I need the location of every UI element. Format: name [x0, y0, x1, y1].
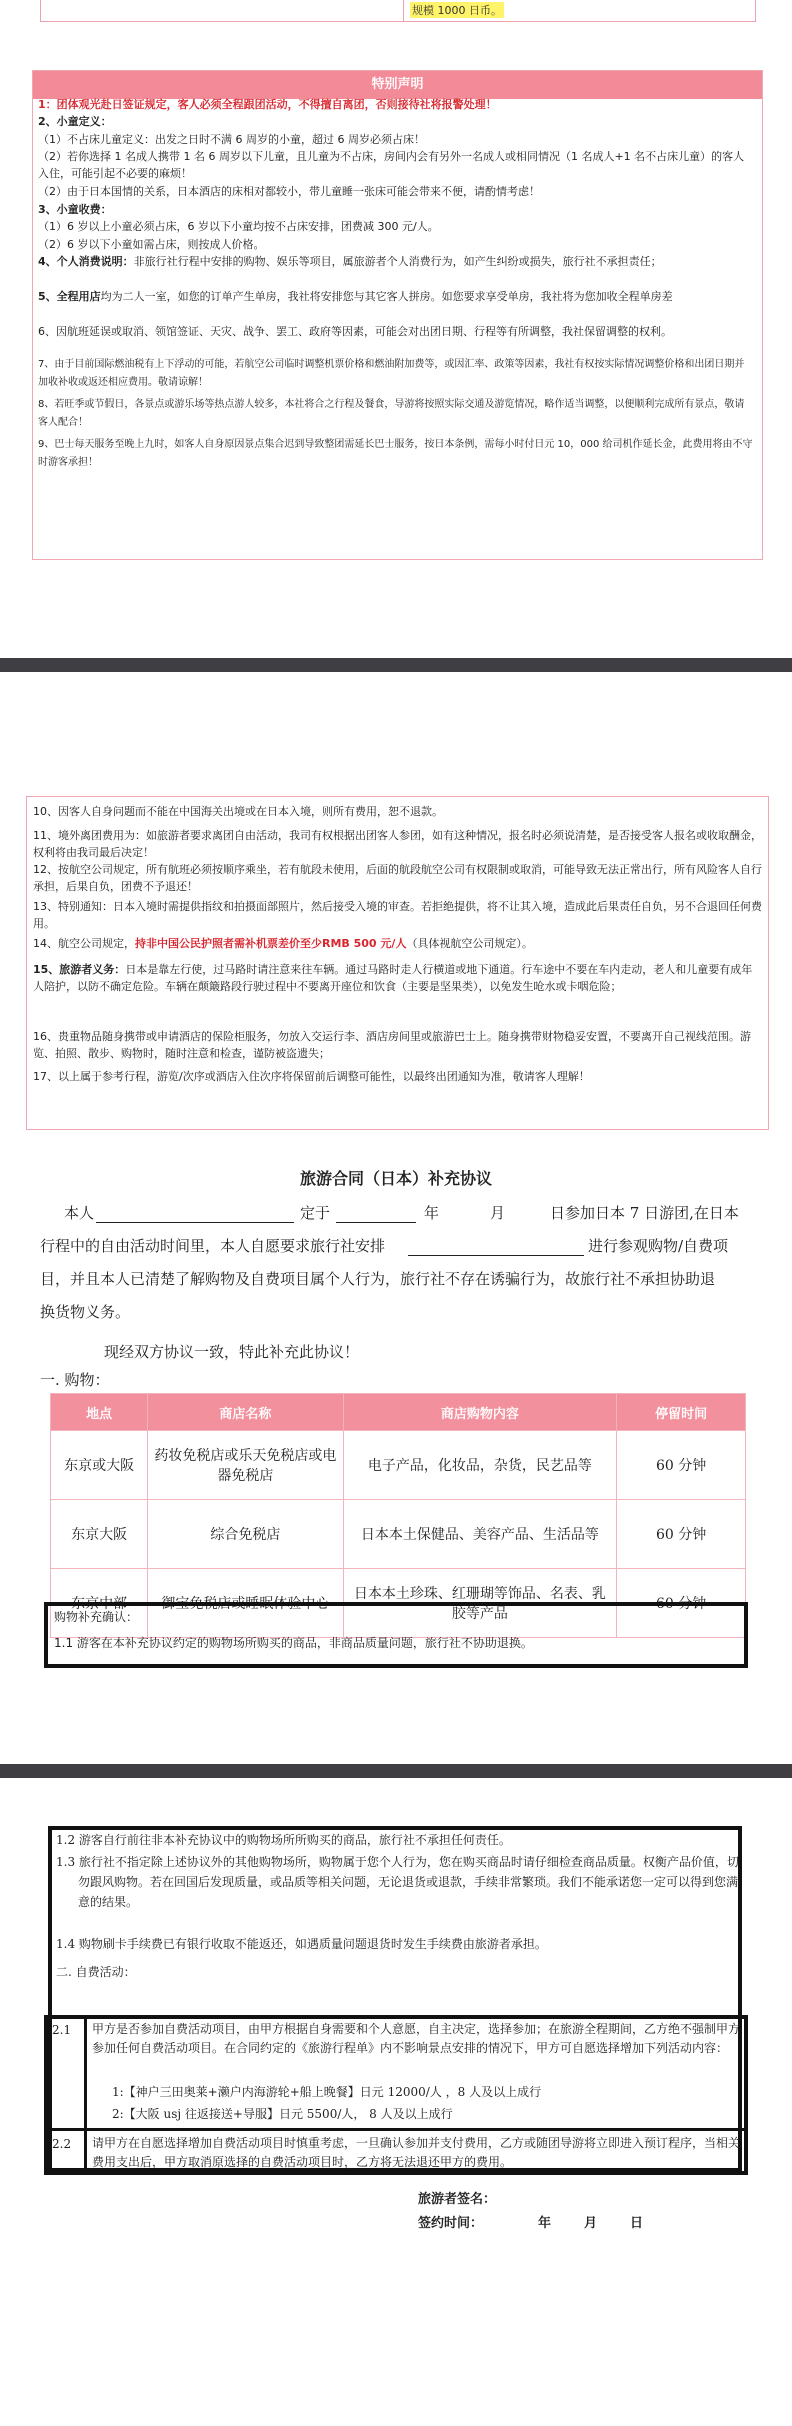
clause-2-2-text: 请甲方在自愿选择增加自费活动项目时慎重考虑，一旦确认参加并支付费用，乙方或随团导游将立即进入预订程序，当相关费用支出后，甲方取消原选择的自费活动项目时，乙方将无法退还甲方的费用。 — [92, 2136, 741, 2169]
cell-content: 日本本土保健品、美容产品、生活品等 — [343, 1500, 617, 1569]
special-statement-item: 7、由于目前国际燃油税有上下浮动的可能，若航空公司临时调整机票价格和燃油附加费等，或因汇率、政策等因素，我社有权按实际情况调整价格和出团日期并加收补收或返还相应费用。敬请谅解！ — [38, 359, 745, 388]
activity-option-2: 2:【大阪 usj 往返接送+导服】日元 5500/人， 8 人及以上成行 — [112, 2107, 453, 2121]
table-divider — [403, 0, 404, 21]
cell-shop: 药妆免税店或乐天免税店或电器免税店 — [148, 1431, 343, 1500]
clause-1-4: 1.4 购物刷卡手续费已有银行收取不能返还，如遇质量问题退货时发生手续费由旅游者承担。 — [56, 1937, 547, 1951]
special-statement-item: 5、全程用店均为二人一室，如您的订单产生单房，我社将安排您与其它客人拼房。如您要求享受单房，我社将为您加收全程单房差 — [38, 290, 673, 303]
cell-location: 东京中部 — [51, 1569, 148, 1638]
special-statement-item: （2）6 岁以下小童如需占床，则按成人价格。 — [38, 238, 265, 251]
notes-item: 11、境外离团费用为：如旅游者要求离团自由活动，我司有权根据出团客人参团，如有这种情况，报名时必须说清楚，是否接受客人报名或收取酬金，权利将由我司最后决定！ — [33, 829, 762, 859]
special-statement-item: （2）由于日本国情的关系，日本酒店的床相对都较小，带儿童睡一张床可能会带来不便，请酌情考虑！ — [38, 185, 540, 198]
notes-item: 14、航空公司规定，持非中国公民护照者需补机票差价至少RMB 500 元/人（具体视航空公司规定）。 — [33, 937, 533, 950]
special-statement-item: （1）6 岁以上小童必须占床，6 岁以下小童均按不占床安排，团费减 300 元/人。 — [38, 220, 439, 233]
notes-item: 13、特别通知：日本入境时需提供指纹和拍摄面部照片，然后接受入境的审查。若拒绝提供，将不让其入境，造成此后果责任自负，另不合退回任何费用。 — [33, 900, 762, 930]
sign-date-day: 日 — [630, 2216, 644, 2231]
clause-2-2-number: 2.2 — [52, 2137, 72, 2151]
table-row — [51, 1431, 746, 1500]
page-separator — [0, 1764, 792, 1778]
special-statement-item: 9、巴士每天服务至晚上九时，如客人自身原因景点集合迟到导致整团需延长巴士服务，按日本条例，需每小时付日元 10，000 给司机作延长金，此费用将由不守时游客承担！ — [38, 439, 753, 468]
item-blank[interactable] — [408, 1255, 584, 1256]
activity-option-1: 1:【神户三田奥莱+濑户内海游轮+船上晚餐】日元 12000/人 ，8 人及以上成行 — [112, 2085, 542, 2099]
highlighted-text: 规模 1000 日币。 — [412, 4, 502, 17]
contract-text-1e: 日参加日本 7 日游团,在日本 — [550, 1204, 739, 1222]
special-statement-item: （2）若你选择 1 名成人携带 1 名 6 周岁以下儿童，且儿童为不占床，房间内会有另外一名成人或相同情况（1 名成人+1 名不占床儿童）的客人入住，可能引起不必要的麻烦！ — [38, 150, 745, 180]
cell-shop: 综合免税店 — [148, 1500, 343, 1569]
previous-table-fragment — [40, 0, 756, 22]
col-time: 停留时间 — [617, 1394, 746, 1431]
page-separator — [0, 658, 792, 672]
contract-text-1a: 本人 — [64, 1204, 95, 1222]
sign-date-label: 签约时间： — [418, 2216, 484, 2231]
sign-date-year: 年 — [538, 2216, 552, 2231]
date-blank[interactable] — [336, 1222, 416, 1223]
clause-2-1-text: 甲方是否参加自费活动项目，由甲方根据自身需要和个人意愿，自主决定，选择参加；在旅游全程期间，乙方绝不强制甲方参加任何自费活动项目。在合同约定的《旅游行程单》内不影响景点安排的情况下，甲方可自愿选择增加下列活动内容： — [92, 2022, 741, 2055]
name-blank[interactable] — [96, 1222, 294, 1223]
col-content: 商店购物内容 — [343, 1394, 617, 1431]
confirm-item-1-1: 1.1 游客在本补充协议约定的购物场所购买的商品，非商品质量问题，旅行社不协助退换。 — [54, 1636, 533, 1650]
section-shopping-title: 一. 购物： — [40, 1371, 110, 1389]
special-statement-title: 特别声明 — [33, 71, 762, 99]
confirm-title: 购物补充确认： — [54, 1610, 139, 1624]
special-statement-item: 1：团体观光赴日签证规定，客人必须全程跟团活动，不得擅自离团，否则接待社将报警处理！ — [38, 98, 497, 111]
clause-1-3: 1.3 旅行社不指定除上述协议外的其他购物场所，购物属于您个人行为，您在购买商品时请仔细检查商品质量。权衡产品价值，切勿跟风购物。若在回国后发现质量，或品质等相关问题，无论退货或退款，手续非常繁琐。我们不能承诺您一定可以得到您满意的结果。 — [56, 1855, 739, 1909]
contract-text-2: 行程中的自由活动时间里，本人自愿要求旅行社安排 — [40, 1237, 386, 1255]
cell-time: 60 分钟 — [617, 1431, 746, 1500]
contract-text-1d: 月 — [490, 1204, 506, 1222]
contract-text-5: 现经双方协议一致，特此补充此协议！ — [104, 1343, 360, 1361]
cell-time: 60 分钟 — [617, 1569, 746, 1638]
notes-item: 16、贵重物品随身携带或申请酒店的保险柜服务，勿放入交运行李、酒店房间里或旅游巴士上。随身携带财物稳妥安置，不要离开自己视线范围。游览、拍照、散步、购物时，随时注意和检查，谨防被盗遗失； — [33, 1030, 751, 1060]
special-statement-item: 3、小童收费： — [38, 203, 112, 216]
contract-title: 旅游合同（日本）补充协议 — [299, 1169, 492, 1188]
activities-row-divider — [44, 2128, 748, 2131]
cell-content: 电子产品，化妆品，杂货，民艺品等 — [343, 1431, 617, 1500]
cell-content: 日本本土珍珠、红珊瑚等饰品、名表、乳胶等产品 — [343, 1569, 617, 1638]
notes-item: 12、按航空公司规定，所有航班必须按顺序乘坐，若有航段未使用，后面的航段航空公司有权限制或取消，可能导致无法正常出行，所有风险客人自行承担，后果自负，团费不予退还！ — [33, 863, 762, 893]
contract-text-1c: 年 — [424, 1204, 440, 1222]
notes-item: 15、旅游者义务：日本是靠左行使，过马路时请注意来往车辆。通过马路时走人行横道或地下通道。行车途中不要在车内走动，老人和儿童要有成年人陪护，以防不确定危险。车辆在颠簸路段行驶过程中不要离开座位和饮食（主要是坚果类），以免发生呛水或卡咽危险； — [33, 963, 753, 993]
contract-text-3: 目，并且本人已清楚了解购物及自费项目属个人行为，旅行社不存在诱骗行为，故旅行社不承担协助退 — [40, 1270, 716, 1288]
special-statement-item: 4、个人消费说明：非旅行社行程中安排的购物、娱乐等项目，属旅游者个人消费行为，如产生纠纷或损失，旅行社不承担责任； — [38, 255, 662, 268]
cell-location: 东京大阪 — [51, 1500, 148, 1569]
contract-text-4: 换货物义务。 — [40, 1303, 131, 1321]
activities-divider — [84, 2015, 87, 2175]
notes-item: 10、因客人自身问题而不能在中国海关出境或在日本入境，则所有费用，恕不退款。 — [33, 805, 443, 818]
special-statement-item: 2、小童定义： — [38, 115, 112, 128]
cell-location: 东京或大阪 — [51, 1431, 148, 1500]
special-statement-item: 6、因航班延误或取消、领馆签证、天灾、战争、罢工、政府等因素，可能会对出团日期、行程等有所调整，我社保留调整的权利。 — [38, 325, 672, 338]
section-activities-title: 二. 自费活动： — [56, 1965, 136, 1979]
cell-shop: 御宝免税店或睡眠体验中心 — [148, 1569, 343, 1638]
col-location: 地点 — [51, 1394, 148, 1431]
signature-label: 旅游者签名： — [418, 2192, 497, 2207]
table-header-row — [51, 1394, 746, 1431]
sign-date-month: 月 — [584, 2216, 598, 2231]
col-shop: 商店名称 — [148, 1394, 343, 1431]
clause-1-2: 1.2 游客自行前往非本补充协议中的购物场所所购买的商品，旅行社不承担任何责任。 — [56, 1833, 511, 1847]
clause-2-1-number: 2.1 — [52, 2023, 72, 2037]
special-statement-item: （1）不占床儿童定义：出发之日时不满 6 周岁的小童，超过 6 周岁必须占床！ — [38, 133, 425, 146]
table-row — [51, 1500, 746, 1569]
contract-text-1b: 定于 — [300, 1204, 331, 1222]
contract-text-2b: 进行参观购物/自费项 — [588, 1237, 729, 1255]
special-statement-item: 8、若旺季或节假日，各景点或游乐场等热点游人较多，本社将合之行程及餐食，导游将按照实际交通及游览情况，略作适当调整，以便顺利完成所有景点，敬请客人配合！ — [38, 399, 745, 428]
cell-time: 60 分钟 — [617, 1500, 746, 1569]
notes-item: 17、以上属于参考行程，游览/次序或酒店入住次序将保留前后调整可能性，以最终出团通知为准，敬请客人理解！ — [33, 1070, 590, 1083]
